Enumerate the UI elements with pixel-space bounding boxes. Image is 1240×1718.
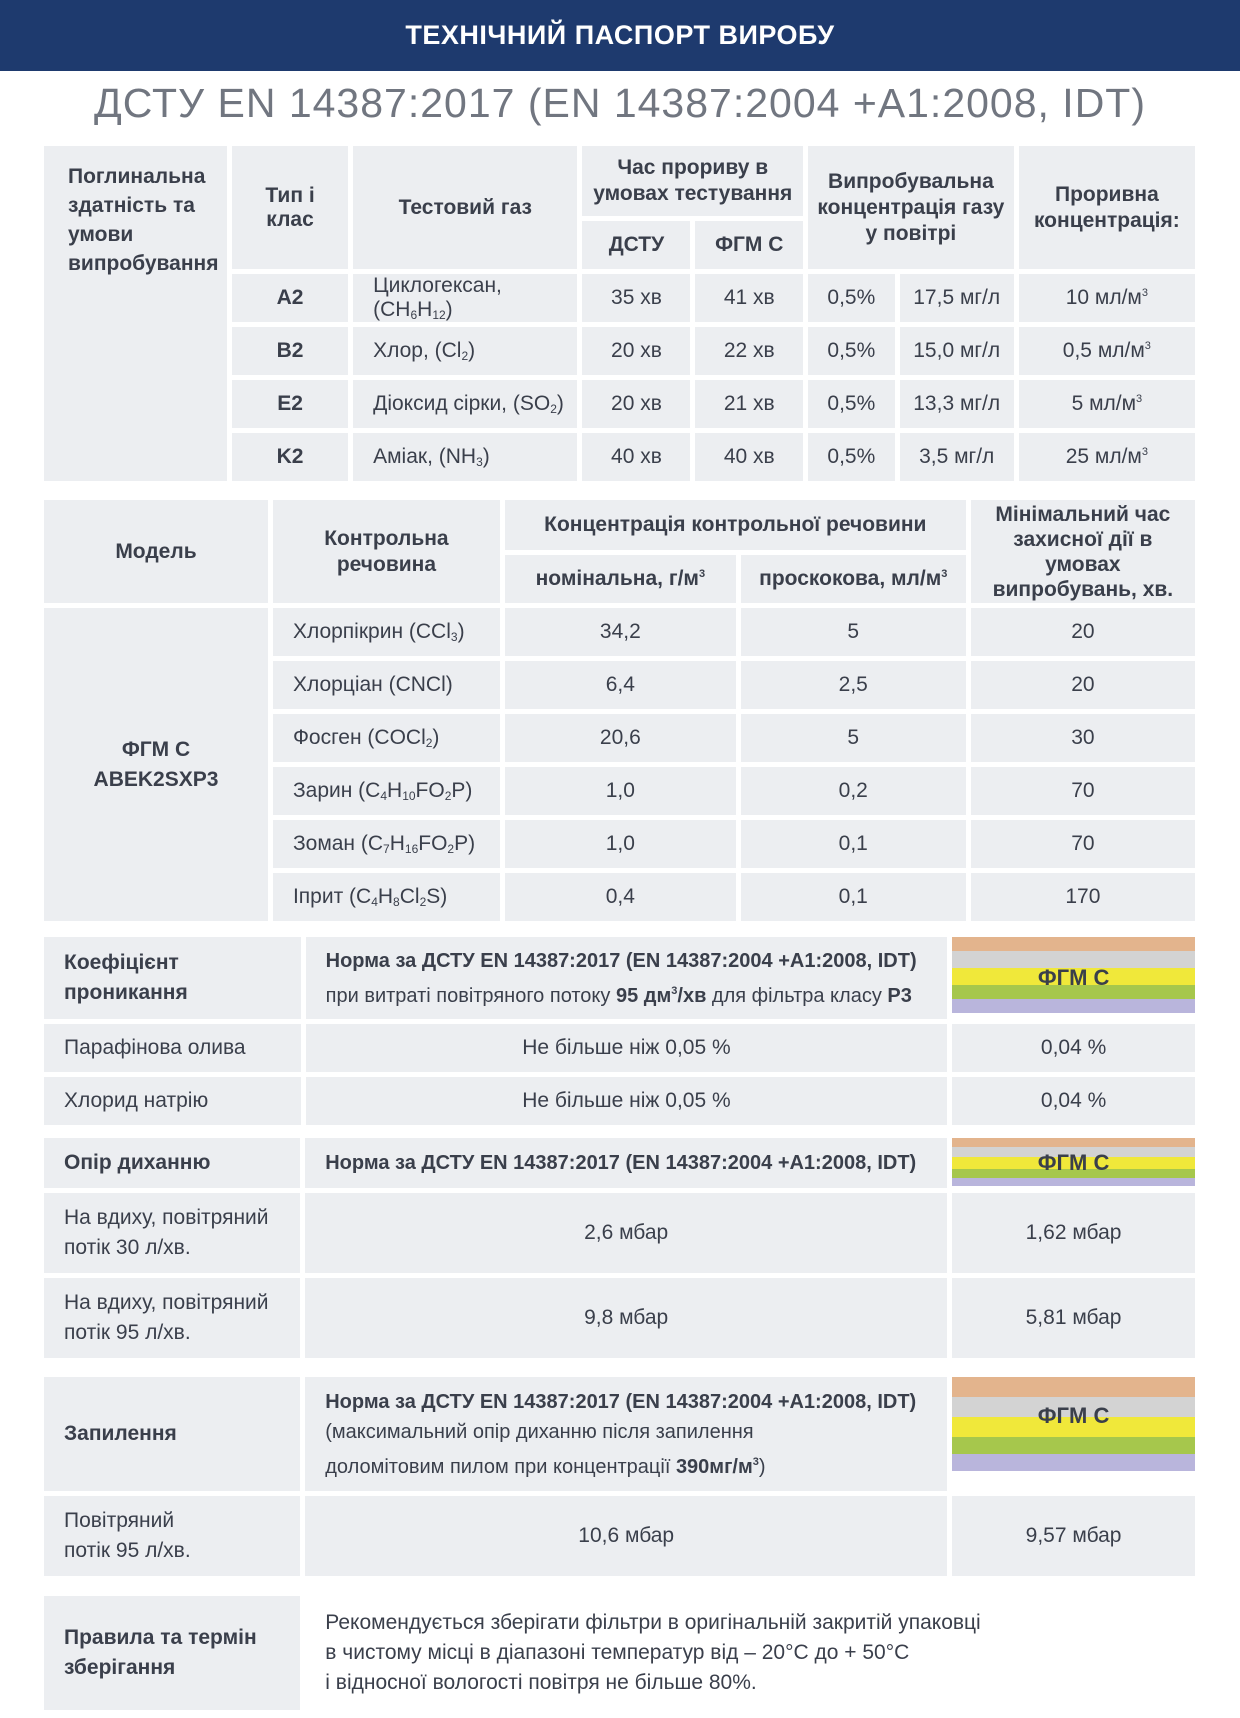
penetration-norm: Норма за ДСТУ EN 14387:2017 (EN 14387:2004 +A1:2008, IDT) при витраті повітряного потоку 95 $дм^3/хв$ для фільтра класу P3 [306,937,948,1019]
substance-header: Контрольна речовина [273,500,500,603]
value-cell: 0,04 % [952,1077,1195,1125]
norm-cell: Не більше ніж 0,05 % [306,1077,948,1125]
percent-cell: 0,5% [808,380,895,428]
leak-cell: 0,1 [741,873,966,921]
substance-cell: Фосген (COCl$_2$) [273,714,500,762]
leak-cell: 0,1 [741,820,966,868]
breakthrough-concentration-header: Проривна концентрація: [1019,146,1195,269]
conc-cell: 5 $мл/м^3$ [1019,380,1195,428]
type-class-header: Тип і клас [232,146,348,269]
norm-cell: 9,8 мбар [305,1278,947,1358]
dstu-header: ДСТУ [582,221,690,269]
class-cell: B2 [232,327,348,375]
resistance-title: Опір диханню [44,1138,300,1188]
mgl-cell: 13,3 мг/л [900,380,1014,428]
substance-cell: Хлорціан (CNCl) [273,661,500,709]
product-swatch [952,1377,1195,1491]
gas-cell: Циклогексан, $(CH_6H_{12})$ [353,274,577,322]
absorption-table [39,141,1200,486]
storage-table [39,1591,1200,1715]
nominal-cell: 1,0 [505,767,736,815]
table-row [44,1278,1195,1358]
row-name: Хлорид натрію [44,1077,301,1125]
row-name: На вдиху, повітряний потік 30 л/хв. [44,1193,300,1273]
nominal-cell: 20,6 [505,714,736,762]
penetration-table [39,932,1200,1130]
fgm-header: ФГМ С [695,221,803,269]
stripe [952,1454,1195,1471]
conc-cell: 10 $мл/м^3$ [1019,274,1195,322]
time-cell: 70 [971,820,1195,868]
resistance-norm: Норма за ДСТУ EN 14387:2017 (EN 14387:2004 +A1:2008, IDT) [305,1138,947,1188]
dust-title: Запилення [44,1377,300,1491]
percent-cell: 0,5% [808,327,895,375]
substance-cell: Хлорпікрин (CCl$_3$) [273,608,500,656]
time-cell: 30 [971,714,1195,762]
leak-cell: 5 [741,714,966,762]
table-row [44,1077,1195,1125]
value-cell: 0,04 % [952,1024,1195,1072]
page-title: ТЕХНІЧНИЙ ПАСПОРТ ВИРОБУ [405,20,835,50]
nominal-cell: 1,0 [505,820,736,868]
standard-title: ДСТУ EN 14387:2017 (EN 14387:2004 +A1:2008, IDT) [93,80,1147,126]
concentration-header: Концентрація контрольної речовини [505,500,966,550]
gas-cell: Діоксид сірки, $(SO_2)$ [353,380,577,428]
conc-cell: 25 $мл/м^3$ [1019,433,1195,481]
product-swatch [952,1138,1195,1188]
dstu-cell: 40 хв [582,433,690,481]
class-cell: A2 [232,274,348,322]
mgl-cell: 17,5 мг/л [900,274,1014,322]
time-cell: 20 [971,661,1195,709]
nominal-cell: 34,2 [505,608,736,656]
mgl-cell: 15,0 мг/л [900,327,1014,375]
product-label: ФГМ С [1037,1403,1110,1428]
leak-cell: 5 [741,608,966,656]
row-name: Повітряний потік 95 л/хв. [44,1496,300,1576]
table-row [44,1024,1195,1072]
page-header [0,0,1240,71]
value-cell: 9,57 мбар [952,1496,1195,1576]
test-concentration-header: Випробувальна концентрація газу у повітрі [808,146,1014,269]
min-time-header: Мінімальний час захисної дії в умовах випробувань, хв. [971,500,1195,603]
nominal-header: номінальна, $г/м^3$ [505,555,736,603]
percent-cell: 0,5% [808,274,895,322]
gas-cell: Аміак, $(NH_3)$ [353,433,577,481]
dstu-cell: 20 хв [582,327,690,375]
class-cell: K2 [232,433,348,481]
time-cell: 70 [971,767,1195,815]
dust-norm: Норма за ДСТУ EN 14387:2017 (EN 14387:2004 +A1:2008, IDT) (максимальний опір диханню після запилення доломітовим пилом при концентрації $390мг/м^3$) [305,1377,947,1491]
fgm-cell: 22 хв [695,327,803,375]
dstu-cell: 35 хв [582,274,690,322]
test-gas-header: Тестовий газ [353,146,577,269]
table-row [44,1193,1195,1273]
value-cell: 1,62 мбар [952,1193,1195,1273]
row-name: Парафінова олива [44,1024,301,1072]
control-substance-table [39,495,1200,926]
model-header: Модель [44,500,268,603]
table-row [44,1496,1195,1576]
breathing-resistance-table [39,1133,1200,1363]
dstu-cell: 20 хв [582,380,690,428]
storage-text: Рекомендується зберігати фільтри в оригінальній закритій упаковці в чистому місці в діапазоні температур від – 20°C до + 50°C і відносної вологості повітря не більше 80%. [305,1596,1195,1710]
table-row [44,608,1195,656]
model-cell: ФГМ С ABEK2SXP3 [44,608,268,921]
mgl-cell: 3,5 мг/л [900,433,1014,481]
nominal-cell: 0,4 [505,873,736,921]
breakthrough-header: Час прориву в умовах тестування [582,146,803,216]
gas-cell: Хлор, $(Cl_2)$ [353,327,577,375]
norm-cell: Не більше ніж 0,05 % [306,1024,948,1072]
row-name: На вдиху, повітряний потік 95 л/хв. [44,1278,300,1358]
nominal-cell: 6,4 [505,661,736,709]
fgm-cell: 21 хв [695,380,803,428]
substance-cell: Зарин $(C_4H_{10}FO_2P)$ [273,767,500,815]
leak-cell: 0,2 [741,767,966,815]
storage-title: Правила та термін зберігання [44,1596,300,1710]
leak-cell: 2,5 [741,661,966,709]
substance-cell: Зоман $(C_7H_{16}FO_2P)$ [273,820,500,868]
norm-cell: 10,6 мбар [305,1496,947,1576]
penetration-title: Коефіцієнт проникання [44,937,301,1019]
capacity-header: Поглинальна здатність та умови випробування [44,146,227,481]
leak-header: проскокова, $мл/м^3$ [741,555,966,603]
product-swatch [952,937,1195,1019]
class-cell: E2 [232,380,348,428]
dust-loading-table [39,1372,1200,1581]
product-label: ФГМ С [1037,965,1110,990]
fgm-cell: 40 хв [695,433,803,481]
conc-cell: 0,5 $мл/м^3$ [1019,327,1195,375]
time-cell: 20 [971,608,1195,656]
norm-cell: 2,6 мбар [305,1193,947,1273]
substance-cell: Іприт $(C_4H_8Cl_2S)$ [273,873,500,921]
fgm-cell: 41 хв [695,274,803,322]
time-cell: 170 [971,873,1195,921]
product-label: ФГМ С [1037,1150,1110,1175]
percent-cell: 0,5% [808,433,895,481]
value-cell: 5,81 мбар [952,1278,1195,1358]
